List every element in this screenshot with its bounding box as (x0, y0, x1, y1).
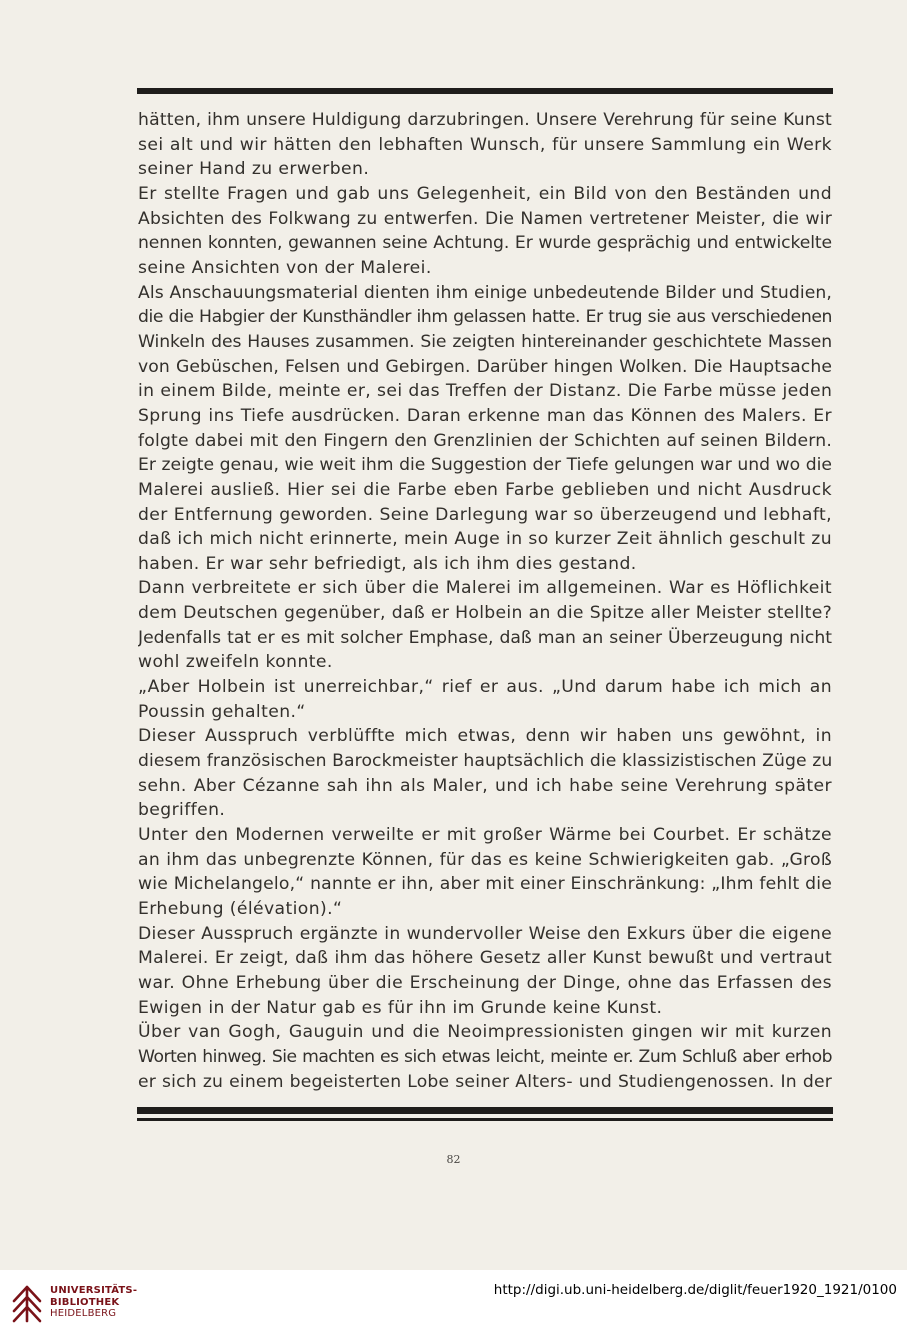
text-line: die die Habgier der Kunsthändler ihm gelassen hatte. Er trug sie aus verschiedenen (138, 307, 832, 328)
text-line: seine Ansichten von der Malerei. (138, 257, 432, 278)
text-line: von Gebüschen, Felsen und Gebirgen. Darüber hingen Wolken. Die Hauptsache (138, 356, 832, 377)
text-line: der Entfernung geworden. Seine Darlegung war so überzeugend und lebhaft, (138, 504, 832, 525)
text-line: sehn. Aber Cézanne sah ihn als Maler, und ich habe seine Verehrung später (138, 775, 832, 796)
library-name[interactable] (50, 1285, 137, 1320)
text-line: dem Deutschen gegenüber, daß er Holbein an die Spitze aller Meister stellte? (138, 603, 832, 624)
text-line: wohl zweifeln konnte. (138, 652, 333, 673)
text-line: sei alt und wir hätten den lebhaften Wunsch, für unsere Sammlung ein Werk (138, 134, 832, 155)
text-line: Sprung ins Tiefe ausdrücken. Daran erkenne man das Können des Malers. Er (138, 405, 832, 426)
text-line: Er zeigte genau, wie weit ihm die Suggestion der Tiefe gelungen war und wo die (138, 455, 832, 476)
text-line: Absichten des Folkwang zu entwerfen. Die Namen vertretener Meister, die wir (138, 208, 832, 229)
library-name-line3: HEIDELBERG (50, 1308, 117, 1319)
permalink-url[interactable]: http://digi.ub.uni-heidelberg.de/diglit/feuer1920_1921/0100 (493, 1282, 897, 1298)
text-line: diesem französischen Barockmeister hauptsächlich die klassizistischen Züge zu (138, 751, 832, 772)
text-line: Über van Gogh, Gauguin und die Neoimpressionisten gingen wir mit kurzen (138, 1022, 832, 1043)
text-line: in einem Bilde, meinte er, sei das Treffen der Distanz. Die Farbe müsse jeden (138, 381, 832, 402)
text-line: Erhebung (élévation).“ (138, 899, 343, 919)
text-line: daß ich mich nicht erinnerte, mein Auge in so kurzer Zeit ähnlich geschult zu (138, 529, 832, 550)
text-line: Dann verbreitete er sich über die Malerei im allgemeinen. War es Höflichkeit (138, 578, 832, 599)
library-name-line2: BIBLIOTHEK (50, 1296, 120, 1308)
text-line: wie Michelangelo,“ nannte er ihn, aber mit einer Einschränkung: „Ihm fehlt die (138, 874, 832, 895)
body-text (138, 108, 832, 1094)
text-line: Malerei ausließ. Hier sei die Farbe eben Farbe geblieben und nicht Ausdruck (138, 479, 832, 500)
text-line: an ihm das unbegrenzte Können, für das es keine Schwierigkeiten gab. „Groß (138, 849, 832, 870)
text-line: Dieser Ausspruch ergänzte in wundervoller Weise den Exkurs über die eigene (138, 923, 832, 944)
text-line: Dieser Ausspruch verblüffte mich etwas, denn wir haben uns gewöhnt, in (138, 726, 832, 747)
heidelberg-university-library-logo-icon[interactable] (10, 1281, 44, 1325)
text-line: begriffen. (138, 800, 226, 821)
text-line: Malerei. Er zeigt, daß ihm das höhere Gesetz aller Kunst bewußt und vertraut (138, 948, 832, 969)
text-line: Poussin gehalten.“ (138, 701, 306, 722)
text-line: Winkeln des Hauses zusammen. Sie zeigten hintereinander geschichtete Massen (138, 331, 832, 352)
top-rule (137, 88, 833, 94)
text-line: „Aber Holbein ist unerreichbar,“ rief er aus. „Und darum habe ich mich an (138, 677, 832, 698)
text-line: hätten, ihm unsere Huldigung darzubringen. Unsere Verehrung für seine Kunst (138, 110, 832, 130)
text-line: haben. Er war sehr befriedigt, als ich ihm dies gestand. (138, 553, 637, 574)
text-line: Ewigen in der Natur gab es für ihn im Grunde keine Kunst. (138, 997, 663, 1018)
page-number: 82 (446, 1153, 461, 1166)
text-line: war. Ohne Erhebung über die Erscheinung der Dinge, ohne das Erfassen des (138, 972, 832, 993)
text-line: Als Anschauungsmaterial dienten ihm einige unbedeutende Bilder und Studien, (138, 282, 832, 303)
text-line: nennen konnten, gewannen seine Achtung. Er wurde gesprächig und entwickelte (138, 233, 832, 254)
text-line: Er stellte Fragen und gab uns Gelegenheit, ein Bild von den Beständen und (138, 183, 832, 204)
text-line: er sich zu einem begeisterten Lobe seiner Alters- und Studiengenossen. In der (138, 1071, 832, 1092)
library-name-line1: UNIVERSITÄTS- (50, 1285, 138, 1296)
text-line: Jedenfalls tat er es mit solcher Emphase, daß man an seiner Überzeugung nicht (138, 627, 832, 648)
bottom-rule-thick (137, 1107, 833, 1114)
text-line: Unter den Modernen verweilte er mit großer Wärme bei Courbet. Er schätze (138, 825, 832, 846)
text-line: seiner Hand zu erwerben. (138, 159, 370, 180)
text-line: folgte dabei mit den Fingern den Grenzlinien der Schichten auf seinen Bildern. (138, 430, 832, 451)
bottom-rule-thin (137, 1118, 833, 1121)
text-line: Worten hinweg. Sie machten es sich etwas leicht, meinte er. Zum Schluß aber erhob (138, 1046, 832, 1067)
digitization-footer (0, 1270, 907, 1337)
